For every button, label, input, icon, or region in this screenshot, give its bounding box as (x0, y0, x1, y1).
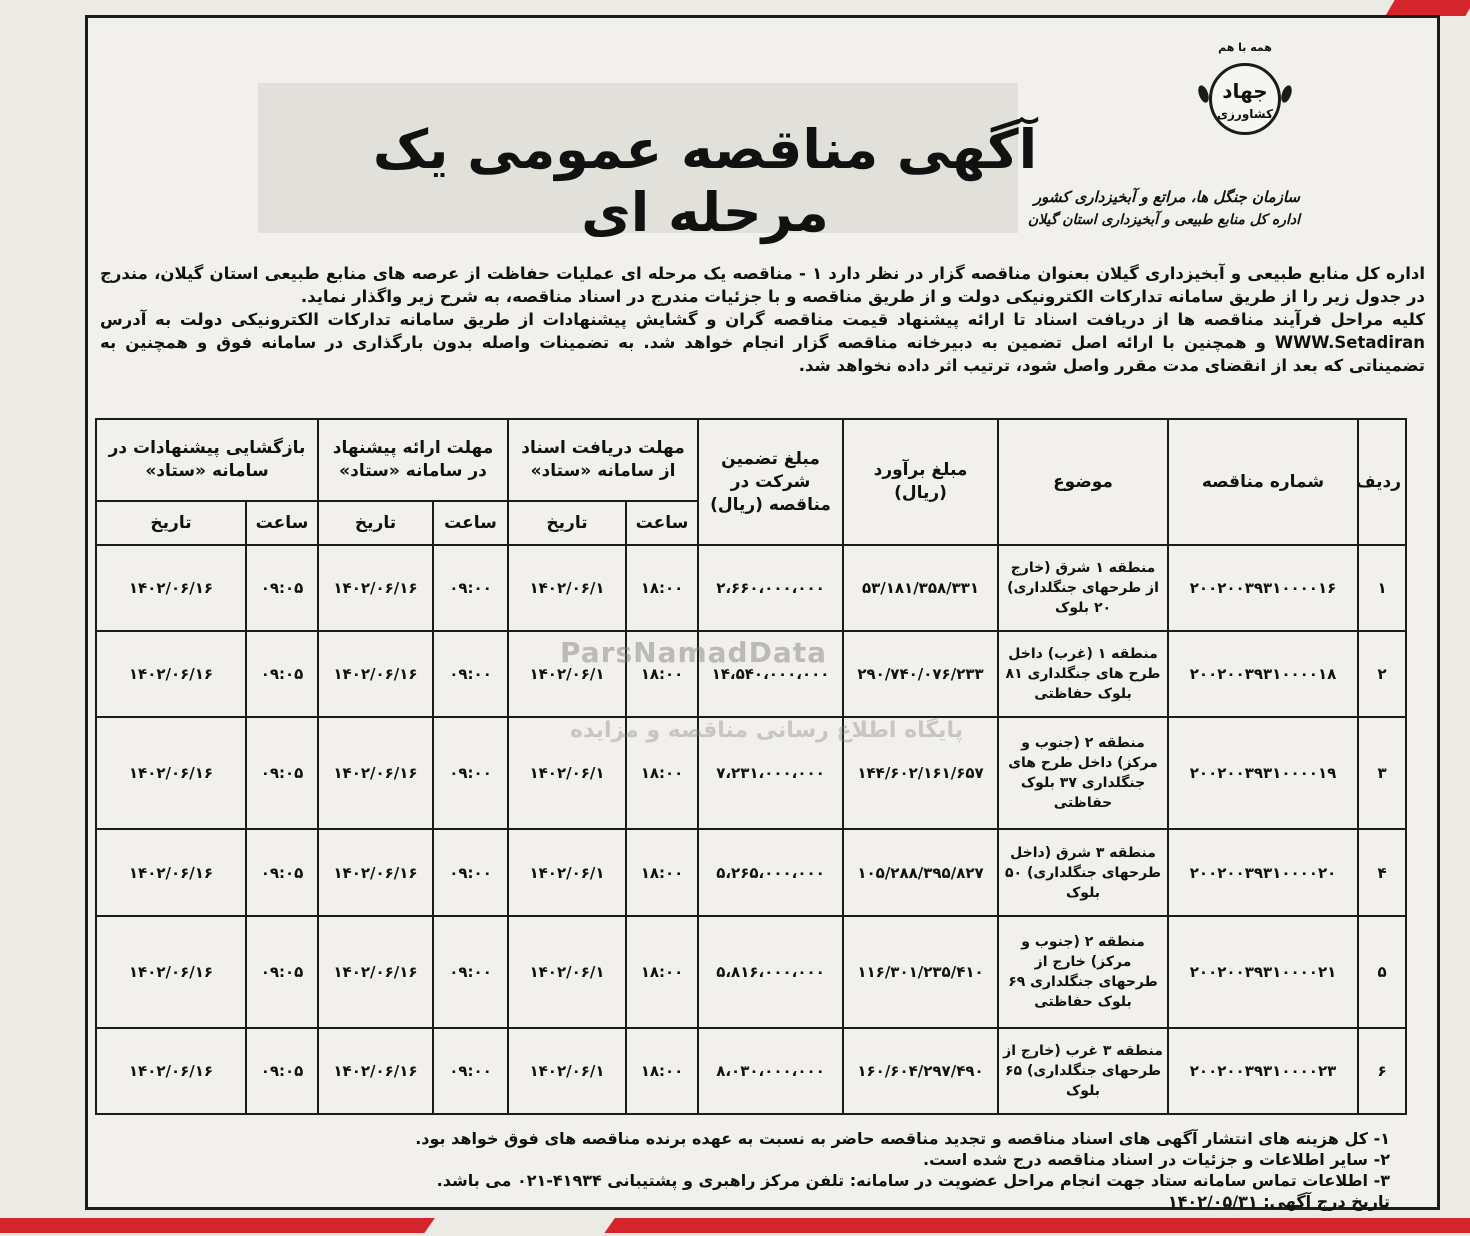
cell-submit-date: ۱۴۰۲/۰۶/۱۶ (318, 545, 433, 631)
cell-submit-date: ۱۴۰۲/۰۶/۱۶ (318, 916, 433, 1028)
watermark-brand: ParsNamadData (560, 636, 827, 669)
header-time: ساعت (626, 501, 698, 545)
header-date: تاریخ (96, 501, 246, 545)
cell-estimate: ۱۰۵/۲۸۸/۳۹۵/۸۲۷ (843, 829, 998, 915)
cell-number: ۲۰۰۲۰۰۳۹۳۱۰۰۰۰۱۸ (1168, 631, 1358, 717)
cell-receive-date: ۱۴۰۲/۰۶/۱ (508, 829, 626, 915)
cell-open-time: ۰۹:۰۵ (246, 631, 318, 717)
cell-number: ۲۰۰۲۰۰۳۹۳۱۰۰۰۰۱۶ (1168, 545, 1358, 631)
cell-receive-time: ۱۸:۰۰ (626, 916, 698, 1028)
intro-paragraph: کلیه مراحل فرآیند مناقصه ها از دریافت اسناد تا ارائه پیشنهاد قیمت مناقصه گران و گشایش پیشنهادات از طریق سامانه تدارکات الکترونیکی دولت به آدرس WWW.Setadiran و همچنین با ارائه اصل تضمین به دبیرخانه مناقصه گزار انجام خواهد شد. به تضمینات واصله بدون بارگذاری در سامانه فوق و همچنین به تضمیناتی که بعد از انقضای مدت مقرر واصل شود، ترتیب اثر داده نخواهد شد. (100, 310, 1425, 375)
header-receive-deadline: مهلت دریافت اسناد از سامانه «ستاد» (508, 419, 698, 501)
organization-line-1: سازمان جنگل ها، مراتع و آبخیزداری کشور (1033, 188, 1300, 206)
cell-open-time: ۰۹:۰۵ (246, 829, 318, 915)
cell-estimate: ۵۳/۱۸۱/۳۵۸/۳۳۱ (843, 545, 998, 631)
cell-open-date: ۱۴۰۲/۰۶/۱۶ (96, 829, 246, 915)
cell-number: ۲۰۰۲۰۰۳۹۳۱۰۰۰۰۲۱ (1168, 916, 1358, 1028)
cell-submit-time: ۰۹:۰۰ (433, 1028, 508, 1114)
header-time: ساعت (433, 501, 508, 545)
cell-guarantee: ۷،۲۳۱،۰۰۰،۰۰۰ (698, 717, 843, 829)
header-date: تاریخ (318, 501, 433, 545)
logo-word-bottom: کشاورزی (1217, 107, 1273, 121)
logo-word-top: جهاد (1222, 79, 1268, 103)
cell-row: ۵ (1358, 916, 1406, 1028)
cell-submit-time: ۰۹:۰۰ (433, 717, 508, 829)
ad-title: آگهی مناقصه عمومی یک مرحله ای (372, 118, 1038, 244)
header-row-number: ردیف (1358, 419, 1406, 545)
cell-submit-time: ۰۹:۰۰ (433, 631, 508, 717)
note-item: ۱- کل هزینه های انتشار آگهی های اسناد مناقصه و تجدید مناقصه حاضر به نسبت به عهده برنده مناقصه های فوق خواهد بود. (415, 1129, 1390, 1148)
header-subject: موضوع (998, 419, 1168, 545)
watermark-line: پایگاه اطلاع رسانی مناقصه و مزایده (570, 718, 963, 743)
cell-subject: منطقه ۱ (غرب) داخل طرح های جنگلداری ۸۱ بلوک حفاظتی (998, 631, 1168, 717)
cell-number: ۲۰۰۲۰۰۳۹۳۱۰۰۰۰۲۳ (1168, 1028, 1358, 1114)
cell-receive-date: ۱۴۰۲/۰۶/۱ (508, 631, 626, 717)
bottom-stripe (0, 1218, 1470, 1233)
cell-subject: منطقه ۳ شرق (داخل طرحهای جنگلداری) ۵۰ بلوک (998, 829, 1168, 915)
cell-open-time: ۰۹:۰۵ (246, 545, 318, 631)
cell-receive-time: ۱۸:۰۰ (626, 717, 698, 829)
cell-estimate: ۱۴۴/۶۰۲/۱۶۱/۶۵۷ (843, 717, 998, 829)
cell-guarantee: ۵،۲۶۵،۰۰۰،۰۰۰ (698, 829, 843, 915)
table-row (96, 829, 1406, 915)
cell-subject: منطقه ۱ شرق (خارج از طرحهای جنگلداری) ۲۰ بلوک (998, 545, 1168, 631)
cell-receive-date: ۱۴۰۲/۰۶/۱ (508, 1028, 626, 1114)
cell-open-time: ۰۹:۰۵ (246, 1028, 318, 1114)
cell-open-date: ۱۴۰۲/۰۶/۱۶ (96, 1028, 246, 1114)
cell-subject: منطقه ۲ (جنوب و مرکز) خارج از طرحهای جنگلداری ۶۹ بلوک حفاظتی (998, 916, 1168, 1028)
cell-estimate: ۱۱۶/۳۰۱/۲۳۵/۴۱۰ (843, 916, 998, 1028)
cell-receive-time: ۱۸:۰۰ (626, 631, 698, 717)
cell-receive-time: ۱۸:۰۰ (626, 545, 698, 631)
cell-estimate: ۲۹۰/۷۴۰/۰۷۶/۲۳۳ (843, 631, 998, 717)
cell-open-time: ۰۹:۰۵ (246, 916, 318, 1028)
cell-submit-date: ۱۴۰۲/۰۶/۱۶ (318, 631, 433, 717)
wheat-icon (1279, 84, 1294, 104)
cell-number: ۲۰۰۲۰۰۳۹۳۱۰۰۰۰۱۹ (1168, 717, 1358, 829)
cell-row: ۶ (1358, 1028, 1406, 1114)
cell-receive-time: ۱۸:۰۰ (626, 1028, 698, 1114)
cell-submit-time: ۰۹:۰۰ (433, 545, 508, 631)
cell-open-date: ۱۴۰۲/۰۶/۱۶ (96, 717, 246, 829)
publish-date: تاریخ درج آگهی: ۱۴۰۲/۰۵/۳۱ (1167, 1192, 1390, 1211)
cell-guarantee: ۸،۰۳۰،۰۰۰،۰۰۰ (698, 1028, 843, 1114)
cell-guarantee: ۵،۸۱۶،۰۰۰،۰۰۰ (698, 916, 843, 1028)
cell-number: ۲۰۰۲۰۰۳۹۳۱۰۰۰۰۲۰ (1168, 829, 1358, 915)
cell-receive-date: ۱۴۰۲/۰۶/۱ (508, 717, 626, 829)
cell-guarantee: ۲،۶۶۰،۰۰۰،۰۰۰ (698, 545, 843, 631)
header-date: تاریخ (508, 501, 626, 545)
cell-subject: منطقه ۳ غرب (خارج از طرحهای جنگلداری) ۶۵ بلوک (998, 1028, 1168, 1114)
table-row (96, 916, 1406, 1028)
cell-open-date: ۱۴۰۲/۰۶/۱۶ (96, 916, 246, 1028)
header-estimate: مبلغ برآورد (ریال) (843, 419, 998, 545)
cell-row: ۲ (1358, 631, 1406, 717)
intro-text (100, 262, 1425, 377)
cell-submit-date: ۱۴۰۲/۰۶/۱۶ (318, 717, 433, 829)
note-item: ۲- سایر اطلاعات و جزئیات در اسناد مناقصه درج شده است. (923, 1150, 1390, 1169)
header-opening: بازگشایی پیشنهادات در سامانه «ستاد» (96, 419, 318, 501)
cell-row: ۱ (1358, 545, 1406, 631)
cell-open-date: ۱۴۰۲/۰۶/۱۶ (96, 631, 246, 717)
cell-subject: منطقه ۲ (جنوب و مرکز) داخل طرح های جنگلداری ۳۷ بلوک حفاظتی (998, 717, 1168, 829)
logo-tagline: همه با هم (1218, 41, 1272, 54)
cell-estimate: ۱۶۰/۶۰۴/۲۹۷/۴۹۰ (843, 1028, 998, 1114)
cell-submit-date: ۱۴۰۲/۰۶/۱۶ (318, 1028, 433, 1114)
table-row (96, 545, 1406, 631)
cell-open-time: ۰۹:۰۵ (246, 717, 318, 829)
table-row (96, 631, 1406, 717)
organization-line-2: اداره کل منابع طبیعی و آبخیزداری استان گیلان (1027, 212, 1300, 228)
note-item: ۳- اطلاعات تماس سامانه ستاد جهت انجام مراحل عضویت در سامانه: تلفن مرکز راهبری و پشتیبانی ۴۱۹۳۴-۰۲۱ می باشد. (436, 1171, 1390, 1190)
table-row (96, 1028, 1406, 1114)
corner-stripe (1385, 0, 1470, 16)
cell-row: ۴ (1358, 829, 1406, 915)
cell-submit-time: ۰۹:۰۰ (433, 916, 508, 1028)
cell-receive-date: ۱۴۰۲/۰۶/۱ (508, 545, 626, 631)
cell-receive-date: ۱۴۰۲/۰۶/۱ (508, 916, 626, 1028)
header-guarantee: مبلغ تضمین شرکت در مناقصه (ریال) (698, 419, 843, 545)
tender-table (95, 418, 1407, 1115)
header-submit-deadline: مهلت ارائه پیشنهاد در سامانه «ستاد» (318, 419, 508, 501)
cell-open-date: ۱۴۰۲/۰۶/۱۶ (96, 545, 246, 631)
cell-submit-date: ۱۴۰۲/۰۶/۱۶ (318, 829, 433, 915)
header-tender-number: شماره مناقصه (1168, 419, 1358, 545)
cell-row: ۳ (1358, 717, 1406, 829)
cell-submit-time: ۰۹:۰۰ (433, 829, 508, 915)
cell-receive-time: ۱۸:۰۰ (626, 829, 698, 915)
notes-section (120, 1128, 1390, 1212)
table-row (96, 717, 1406, 829)
intro-paragraph: اداره کل منابع طبیعی و آبخیزداری گیلان بعنوان مناقصه گزار در نظر دارد ۱ - مناقصه یک مرحله ای عملیات حفاظت از عرصه های منابع طبیعی استان گیلان، مندرج در جدول زیر را از طریق سامانه تدارکات الکترونیکی دولت و از طریق مناقصه و با جزئیات مندرج در اسناد مناقصه، به شرح زیر واگذار نماید. (100, 264, 1425, 306)
header-time: ساعت (246, 501, 318, 545)
cell-guarantee: ۱۴،۵۴۰،۰۰۰،۰۰۰ (698, 631, 843, 717)
ministry-logo (1195, 41, 1295, 165)
